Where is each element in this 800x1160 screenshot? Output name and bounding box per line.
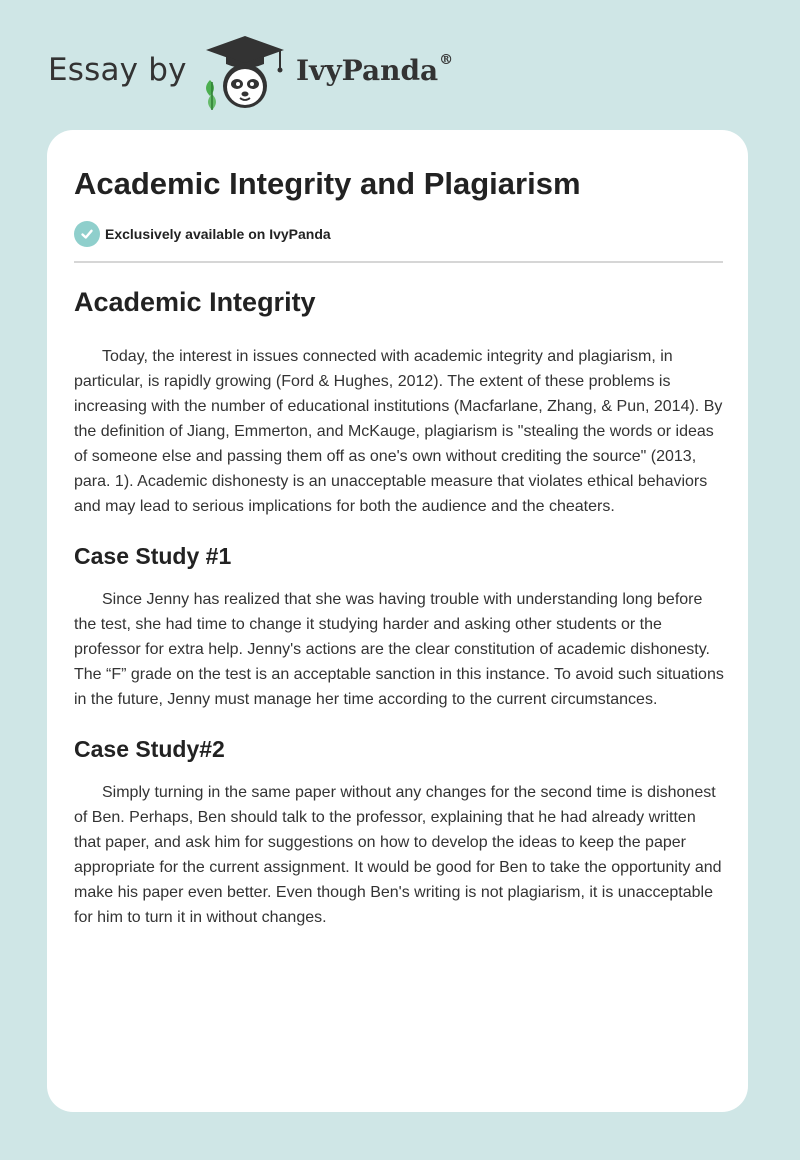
section-paragraph-case-study-1: Since Jenny has realized that she was having trouble with understanding long before the test, she had time to change it studying harder and asking other students or the professor for extra help. Jenny's actions are the clear constitution of academic dishonesty. The “F” grade on the test is an acceptable sanction in this instance. To avoid such situations in the future, Jenny must manage her time according to the current circumstances. [74, 591, 724, 708]
exclusive-badge [74, 221, 331, 247]
check-icon [74, 221, 100, 247]
document-body [74, 282, 726, 930]
section-heading-academic-integrity: Academic Integrity [74, 287, 316, 317]
brand-prefix: Essay by [48, 52, 187, 88]
section-paragraph-case-study-2: Simply turning in the same paper without any changes for the second time is dishonest of Ben. Perhaps, Ben should talk to the professor, explaining that he had already written that paper, and ask him for suggestions on how to develop the ideas to keep the paper appropriate for the current assignment. It would be good for Ben to take the opportunity and make his paper even better. Even though Ben's writing is not plagiarism, it is unacceptable for him to turn it in without changes. [74, 784, 722, 926]
ivypanda-logo-icon[interactable] [200, 34, 290, 112]
registered-mark: ® [439, 52, 454, 68]
section-heading-case-study-2: Case Study#2 [74, 736, 225, 762]
document-card [47, 130, 748, 1112]
section-paragraph-academic-integrity: Today, the interest in issues connected with academic integrity and plagiarism, in particular, is rapidly growing (Ford & Hughes, 2012). The extent of these problems is increasing with the number of educational institutions (Macfarlane, Zhang, & Pun, 2014). By the definition of Jiang, Emmerton, and McKauge, plagiarism is "stealing the words or ideas of someone else and passing them off as one's own without crediting the source" (2013, para. 1). Academic dishonesty is an unacceptable measure that violates ethical behaviors and may lead to serious implications for both the audience and the cheaters. [74, 348, 723, 515]
brand-name-text: IvyPanda [296, 54, 439, 87]
title-divider [74, 261, 723, 263]
section-heading-case-study-1: Case Study #1 [74, 543, 232, 569]
exclusive-badge-label: Exclusively available on IvyPanda [105, 226, 331, 242]
page-title: Academic Integrity and Plagiarism [74, 166, 581, 201]
brand-header [48, 34, 488, 114]
brand-name [296, 54, 453, 87]
